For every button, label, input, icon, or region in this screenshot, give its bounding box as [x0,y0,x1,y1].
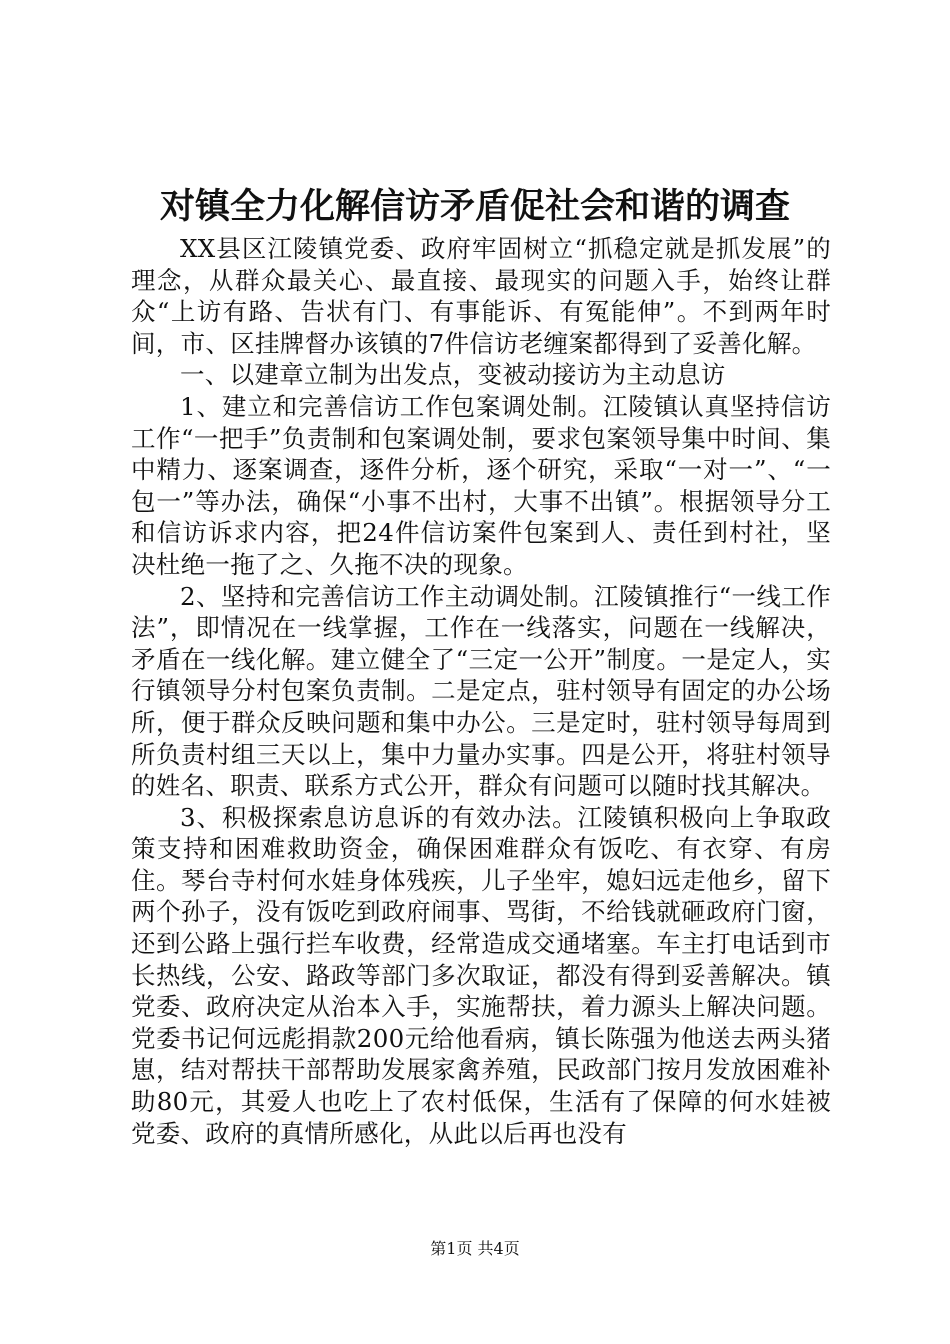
paragraph-item-1: 1、建立和完善信访工作包案调处制。江陵镇认真坚持信访工作“一把手”负责制和包案调处制，要求包案领导集中时间、集中精力、逐案调查，逐件分析，逐个研究，采取“一对一”、“一包一”等办法，确保“小事不出村，大事不出镇”。根据领导分工和信访诉求内容，把24件信访案件包案到人、责任到村社，坚决杜绝一拖了之、久拖不决的现象。 [131,391,831,579]
paragraph-intro: XX县区江陵镇党委、政府牢固树立“抓稳定就是抓发展”的理念，从群众最关心、最直接、最现实的问题入手，始终让群众“上访有路、告状有门、有事能诉、有冤能伸”。不到两年时间，市、区挂牌督办该镇的7件信访老缠案都得到了妥善化解。 [131,234,831,358]
section-heading: 一、以建章立制为出发点，变被动接访为主动息访 [180,360,726,390]
document-body [131,233,831,1149]
paragraph-item-2: 2、坚持和完善信访工作主动调处制。江陵镇推行“一线工作法”，即情况在一线掌握，工作在一线落实，问题在一线解决，矛盾在一线化解。建立健全了“三定一公开”制度。一是定人，实行镇领导分村包案负责制。二是定点，驻村领导有固定的办公场所，便于群众反映问题和集中办公。三是定时，驻村领导每周到所负责村组三天以上，集中力量办实事。四是公开，将驻村领导的姓名、职责、联系方式公开，群众有问题可以随时找其解决。 [131,581,832,801]
page-footer: 第1页 共4页 [430,1239,520,1258]
document-title: 对镇全力化解信访矛盾促社会和谐的调查 [159,187,790,227]
paragraph-item-3: 3、积极探索息访息诉的有效办法。江陵镇积极向上争取政策支持和困难救助资金，确保困难群众有饭吃、有衣穿、有房住。琴台寺村何水娃身体残疾，儿子坐牢，媳妇远走他乡，留下两个孙子，没有饭吃到政府闹事、骂街，不给钱就砸政府门窗，还到公路上强行拦车收费，经常造成交通堵塞。车主打电话到市长热线，公安、路政等部门多次取证，都没有得到妥善解决。镇党委、政府决定从治本入手，实施帮扶，着力源头上解决问题。党委书记何远彪捐款200元给他看病，镇长陈强为他送去两头猪崽，结对帮扶干部帮助发展家禽养殖，民政部门按月发放困难补助80元，其爱人也吃上了农村低保，生活有了保障的何水娃被党委、政府的真情所感化，从此以后再也没有 [131,802,831,1148]
